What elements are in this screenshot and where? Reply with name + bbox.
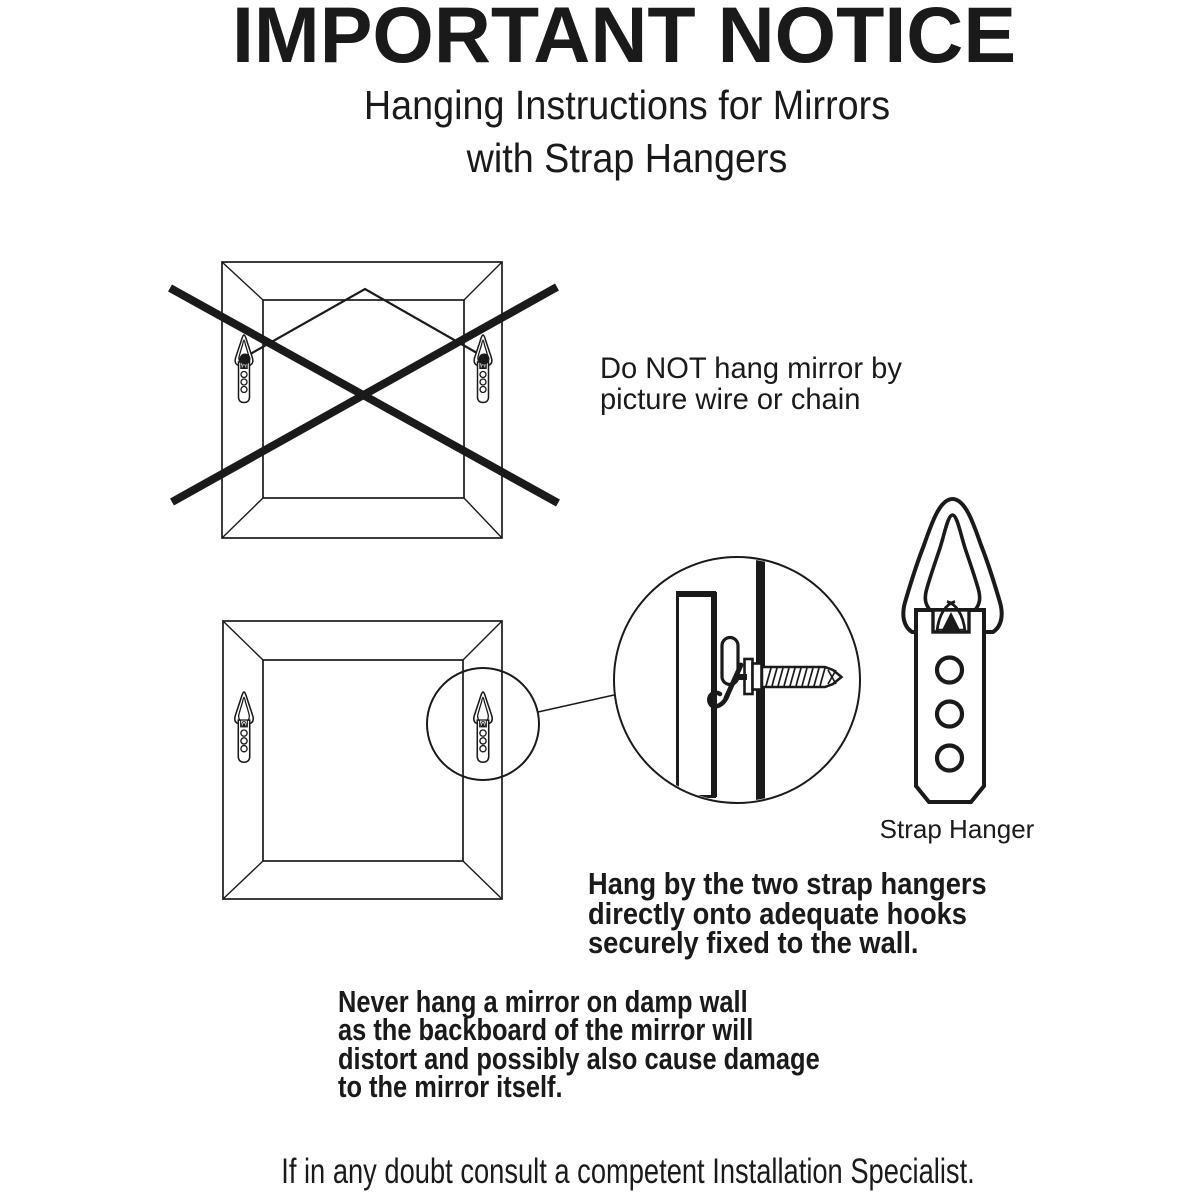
hang-by-note <box>588 866 987 960</box>
subtitle-line: with Strap Hangers <box>466 135 788 181</box>
detail-callout-figure <box>614 552 860 808</box>
strap-hanger-closeup-figure <box>903 499 1001 802</box>
note-line: directly onto adequate hooks <box>588 895 967 931</box>
mirror-frame-back-icon <box>223 621 502 899</box>
note-line: Never hang a mirror on damp wall <box>338 984 748 1019</box>
note-line: to the mirror itself. <box>338 1069 563 1105</box>
note-line: Hang by the two strap hangers <box>588 866 987 901</box>
correct-mirror-figure <box>223 621 614 899</box>
callout-connector-line <box>538 695 614 712</box>
strap-hanger-label: Strap Hanger <box>879 814 1035 844</box>
never-hang-note <box>338 984 820 1105</box>
subtitle-line: Hanging Instructions for Mirrors <box>363 82 891 128</box>
footer-note: If in any doubt consult a competent Installation Specialist. <box>281 1152 975 1191</box>
page-subtitle <box>75 79 1179 185</box>
crossed-mirror-figure <box>170 262 558 538</box>
do-not-hang-note <box>600 353 902 415</box>
note-line: distort and possibly also cause damage <box>338 1040 820 1076</box>
page-title: IMPORTANT NOTICE <box>231 0 1017 79</box>
note-line: picture wire or chain <box>600 383 861 416</box>
note-line: securely fixed to the wall. <box>588 925 919 960</box>
note-line: as the backboard of the mirror will <box>338 1012 754 1048</box>
note-line: Do NOT hang mirror by <box>600 352 902 385</box>
